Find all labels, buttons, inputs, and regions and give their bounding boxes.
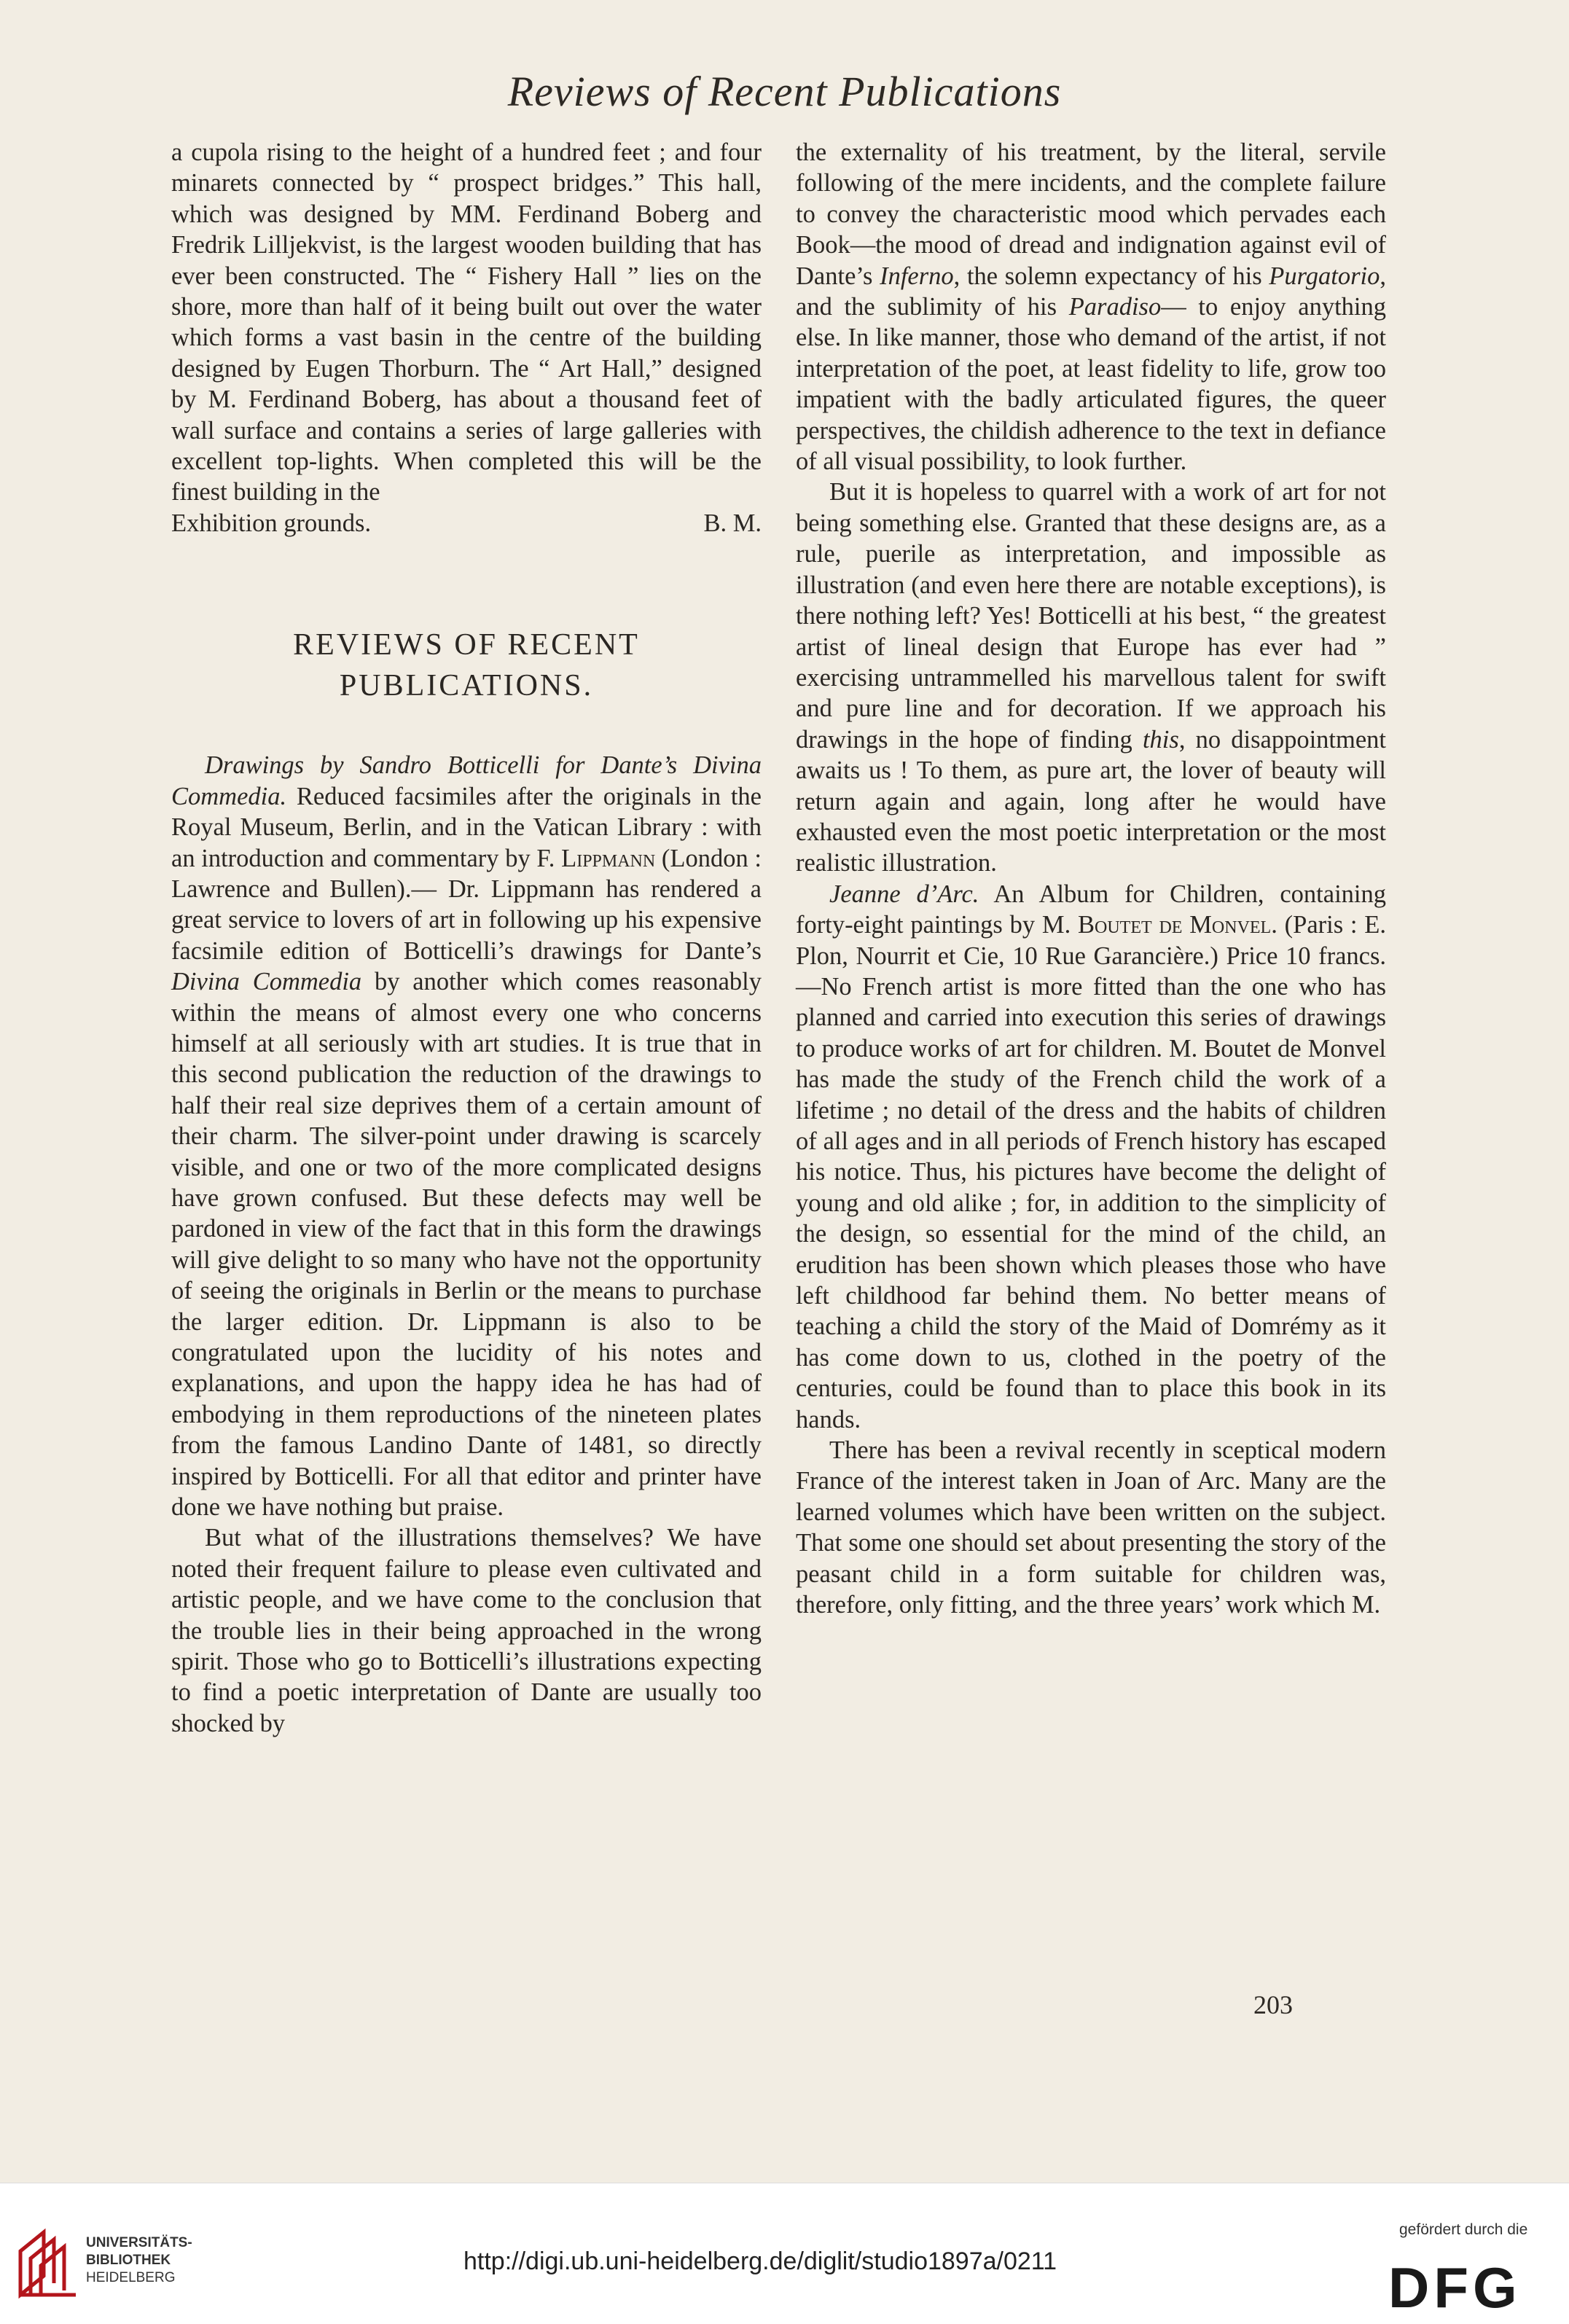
- review-jeanne-darc-text-b: (Paris : E. Plon, Nourrit et Cie, 10 Rue Garancière.) Price 10 francs.—No French artist is more fitted than the one who has planned and carried into execution this series of drawings to produce works of art for children. M. Boutet de Monvel has made the study of the French child the work of a lifetime ; no detail of the dress and the habits of children of all ages and in all periods of French history has escaped his notice. Thus, his pictures have become the delight of young and old alike ; for, in addition to the simplicity of the design, so essential for the mind of the child, an erudition has been shown which pleases those who have left childhood far behind them. No better means of teaching a child the story of the Maid of Domrémy as it has come down to us, clothed in the poetry of the centuries, could be found than to place this book in its hands.: [796, 911, 1387, 1433]
- right-paragraph-2-text-b: , no disappointment awaits us ! To them, as pure art, the lover of beauty will return again and again, long after he would have exhausted even the most poetic interpretation or the most realistic illustration.: [796, 725, 1387, 877]
- library-name-line-2: BIBLIOTHEK: [86, 2253, 171, 2268]
- review-jeanne-darc-author: Boutet de Monvel.: [1078, 911, 1277, 939]
- signoff-line: [171, 508, 762, 539]
- review-botticelli-text-a: Reduced facsimiles after the originals in the Royal Museum, Berlin, and in the Vatican Library : with an introduction and commentary by F.: [171, 782, 762, 872]
- review-botticelli-text-b: (London : Lawrence and Bullen).— Dr. Lippmann has rendered a great service to lovers of art in following up his expensive facsimile edition of Botticelli’s drawings for Dante’s: [171, 844, 762, 965]
- left-column: [171, 137, 762, 1739]
- right-paragraph-2-text-a: But it is hopeless to quarrel with a work of art for not being something else. Granted that these designs are, as a rule, puerile as interpretation, and impossible as illustration (and even here there are notable exceptions), is there nothing left? Yes! Botticelli at his best, “ the greatest artist of lineal design that Europe has ever had ” exercising untrammelled his marvellous talent for swift and pure line and for decoration. If we approach his drawings in the hope of finding: [796, 478, 1386, 754]
- right-paragraph-1-text-c: , and the sublimity of his: [796, 262, 1386, 321]
- dfg-logo: DFG: [1388, 2255, 1522, 2320]
- right-paragraph-1-text-a: the externality of his treatment, by the literal, servile following of the mere incidents, and the complete failure to convey the characteristic mood which pervades each Book—the mood of dread and indignation against evil of Dante’s: [796, 138, 1386, 290]
- right-paragraph-4: [796, 1435, 1386, 1620]
- review-jeanne-darc-text-a: An Album for Children, containing forty-eight paintings by M.: [796, 880, 1386, 939]
- left-paragraph-3-text: But what of the illustrations themselves? We have noted their frequent failure to please even cultivated and artistic people, and we have come to the conclusion that the trouble lies in their being approached in the wrong spirit. Those who go to Botticelli’s illustrations expecting to find a poetic interpretation of Dante are usually too shocked by: [171, 1524, 762, 1737]
- right-paragraph-1: [796, 137, 1386, 477]
- running-head: Reviews of Recent Publications: [507, 68, 1062, 115]
- review-botticelli: [171, 750, 762, 1522]
- review-botticelli-title: Drawings by Sandro Botticelli for Dante’s Divina Commedia.: [171, 751, 762, 810]
- library-name-line-3: HEIDELBERG: [86, 2270, 176, 2285]
- review-botticelli-text-c: by another which comes reasonably within the means of almost every one who concerns himself at all seriously with art studies. It is true that in this second publication the reduction of the drawings to half their real size deprives them of a certain amount of their charm. The silver-point under drawing is scarcely visible, and one or two of the more complicated designs have grown confused. But these defects may well be pardoned in view of the fact that in this form the drawings will give delight to so many who have not the opportunity of seeing the originals in Berlin or the means to purchase the larger edition. Dr. Lippmann is also to be congratulated upon the lucidity of his notes and explanations, and upon the happy idea he has had of embodying in them reproductions of the nineteen plates from the famous Landino Dante of 1481, so directly inspired by Botticelli. For all that editor and printer have done we have nothing but praise.: [171, 968, 762, 1522]
- section-heading: [171, 625, 762, 706]
- digitization-footer: [0, 2183, 1569, 2324]
- inferno-title: Inferno: [880, 262, 954, 290]
- right-paragraph-1-text-b: , the solemn expectancy of his: [953, 262, 1269, 290]
- review-botticelli-italic: Divina Commedia: [171, 968, 362, 996]
- funded-by-note: gefördert durch die: [1399, 2221, 1528, 2238]
- section-heading-line-1: REVIEWS OF RECENT: [293, 628, 640, 662]
- review-botticelli-author: Lippmann: [561, 844, 656, 872]
- source-url-link[interactable]: http://digi.ub.uni-heidelberg.de/diglit/studio1897a/0211: [463, 2247, 1057, 2275]
- right-paragraph-2: [796, 477, 1386, 878]
- right-paragraph-4-text: There has been a revival recently in sceptical modern France of the interest taken in Joan of Arc. Many are the learned volumes which have been written on the subject. That some one should set about presenting the story of the peasant child in a form suitable for children was, therefore, only fitting, and the three years’ work which M.: [796, 1436, 1386, 1619]
- emphasis-this: this: [1142, 725, 1179, 754]
- left-paragraph-1-last-line: Exhibition grounds.: [171, 509, 372, 537]
- page-number: 203: [1253, 1990, 1293, 2019]
- library-name: [86, 2234, 192, 2287]
- right-paragraph-1-text-d: — to enjoy anything else. In like manner, those who demand of the artist, if not interpretation of the poet, at least fidelity to life, grow too impatient with the badly articulated figures, the queer perspectives, the childish adherence to the text in defiance of all visual possibility, to look further.: [796, 293, 1386, 476]
- left-paragraph-3: [171, 1522, 762, 1739]
- left-paragraph-1: [171, 137, 762, 508]
- review-jeanne-darc: [796, 879, 1386, 1435]
- section-heading-line-2: PUBLICATIONS.: [339, 669, 594, 703]
- review-jeanne-darc-title: Jeanne d’Arc.: [829, 880, 979, 908]
- author-signoff: B. M.: [703, 509, 762, 537]
- purgatorio-title: Purgatorio: [1269, 262, 1380, 290]
- library-name-line-1: UNIVERSITÄTS-: [86, 2235, 192, 2250]
- paradiso-title: Paradiso: [1068, 293, 1162, 321]
- right-column: [796, 137, 1386, 1621]
- left-paragraph-1-text: a cupola rising to the height of a hundred feet ; and four minarets connected by “ prospect bridges.” This hall, which was designed by MM. Ferdinand Boberg and Fredrik Lilljekvist, is the largest wooden building that has ever been constructed. The “ Fishery Hall ” lies on the shore, more than half of it being built out over the water which forms a vast basin in the centre of the building designed by Eugen Thorburn. The “ Art Hall,” designed by M. Ferdinand Boberg, has about a thousand feet of wall surface and contains a series of large galleries with excellent top-lights. When completed this will be the finest building in the: [171, 138, 762, 506]
- library-logo-icon: [15, 2222, 80, 2302]
